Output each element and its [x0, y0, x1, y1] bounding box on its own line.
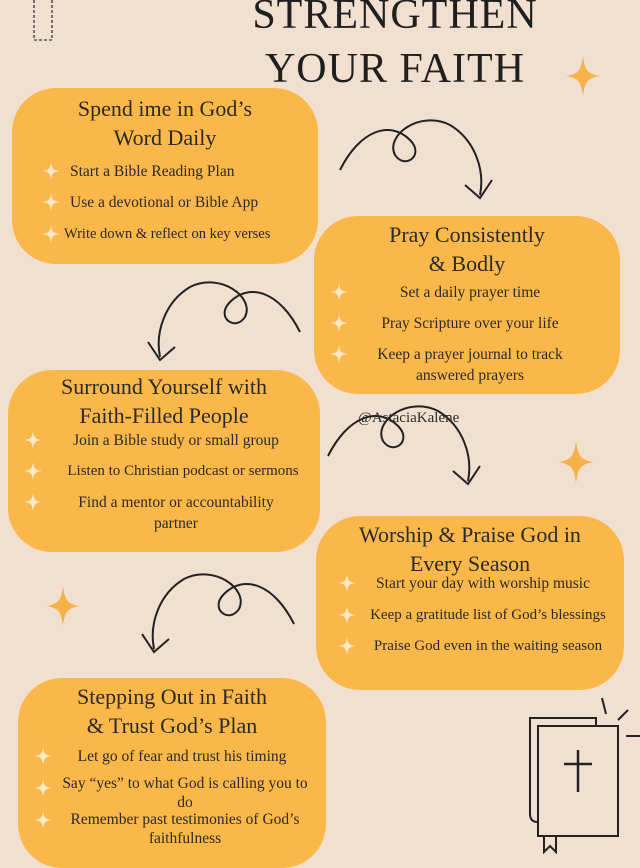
list-item: Say “yes” to what God is calling you to do: [34, 774, 320, 812]
sparkle-bullet-icon: [42, 162, 60, 180]
sparkle-bullet-icon: [24, 493, 42, 511]
sparkle-bullet-icon: [42, 225, 60, 243]
list-item: Listen to Christian podcast or sermons: [24, 461, 320, 482]
card-word-daily: [12, 88, 318, 264]
list-item: Start your day with worship music: [338, 573, 618, 594]
list-item: Keep a gratitude list of God’s blessings: [338, 605, 622, 626]
list-item: Find a mentor or accountability partner: [24, 492, 314, 534]
sparkle-bullet-icon: [338, 637, 356, 655]
bookmark-icon: [32, 0, 56, 44]
sparkle-bullet-icon: [34, 811, 52, 829]
four-point-star-icon: [566, 56, 600, 96]
sparkle-bullet-icon: [330, 345, 348, 363]
sparkle-bullet-icon: [24, 462, 42, 480]
four-point-star-icon: [558, 440, 594, 484]
sparkle-bullet-icon: [330, 283, 348, 301]
bible-book-icon: [520, 692, 640, 854]
card-title: Spend ime in God’s Word Daily: [77, 96, 253, 150]
list-item: Start a Bible Reading Plan: [36, 161, 296, 182]
list-item: Keep a prayer journal to track answered prayers: [330, 344, 610, 386]
loop-arrow-icon: [140, 262, 310, 372]
loop-arrow-icon: [330, 100, 500, 210]
author-handle: @AstaciaKalene: [358, 410, 460, 426]
list-item: Join a Bible study or small group: [24, 430, 314, 451]
title-line-1: STRENGTHEN: [252, 0, 538, 38]
four-point-star-icon: [46, 586, 80, 626]
loop-arrow-icon: [134, 554, 304, 664]
card-title: Stepping Out in Faith & Trust God’s Plan: [76, 684, 268, 738]
sparkle-bullet-icon: [24, 431, 42, 449]
list-item: Write down & reflect on key verses: [36, 224, 316, 245]
sparkle-bullet-icon: [338, 574, 356, 592]
card-title: Surround Yourself with Faith-Filled People: [61, 374, 267, 428]
card-pray: [314, 216, 620, 394]
loop-arrow-icon: [318, 386, 488, 496]
list-item: Pray Scripture over your life: [330, 313, 610, 334]
list-item: Use a devotional or Bible App: [36, 192, 316, 213]
list-item: Let go of fear and trust his timing: [34, 746, 320, 767]
list-item: Praise God even in the waiting season: [338, 636, 622, 657]
card-title: Pray Consistently & Bodly: [389, 222, 545, 276]
list-item: Set a daily prayer time: [330, 282, 610, 303]
title-line-2: YOUR FAITH: [264, 46, 526, 92]
sparkle-bullet-icon: [338, 606, 356, 624]
sparkle-bullet-icon: [34, 779, 52, 797]
sparkle-bullet-icon: [34, 747, 52, 765]
list-item: Remember past testimonies of God’s faithfulness: [34, 810, 320, 848]
sparkle-bullet-icon: [330, 314, 348, 332]
card-faith-filled-people: [8, 370, 320, 552]
card-title: Worship & Praise God in Every Season: [359, 522, 581, 576]
page-title: [180, 0, 610, 96]
card-worship-praise: [316, 516, 624, 690]
sparkle-bullet-icon: [42, 193, 60, 211]
card-stepping-out: [18, 678, 326, 868]
